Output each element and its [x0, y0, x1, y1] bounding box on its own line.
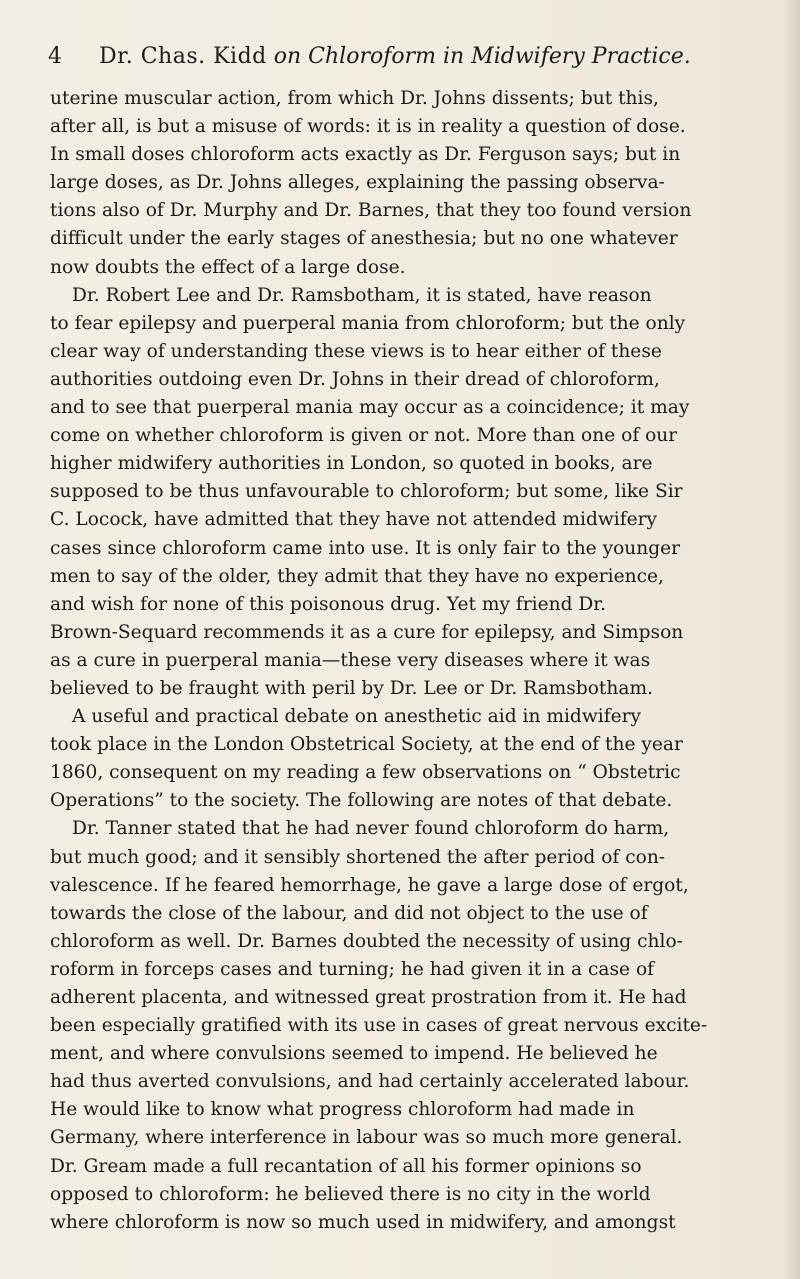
text-line: had thus averted convulsions, and had certainly accelerated labour.	[50, 1071, 690, 1093]
text-line: and to see that puerperal mania may occur as a coincidence; it may	[50, 397, 690, 419]
text-line: come on whether chloroform is given or not. More than one of our	[50, 425, 678, 447]
text-line: men to say of the older, they admit that they have no experience,	[50, 565, 664, 587]
text-line: 1860, consequent on my reading a few observations on “ Obstetric	[50, 762, 681, 784]
running-head-title: on Chloroform in Midwifery Practice.	[273, 44, 691, 69]
text-line: now doubts the effect of a large dose.	[50, 256, 406, 278]
text-line: A useful and practical debate on anesthetic aid in midwifery	[72, 706, 641, 728]
text-line: opposed to chloroform: he believed there is no city in the world	[50, 1183, 651, 1205]
text-line: roform in forceps cases and turning; he had given it in a case of	[50, 958, 655, 980]
page-edge-shadow	[782, 0, 800, 1279]
text-line: after all, is but a misuse of words: it is in reality a question of dose.	[50, 116, 686, 138]
page-number: 4	[48, 44, 62, 69]
text-line: been especially gratified with its use in cases of great nervous excite-	[50, 1015, 708, 1037]
running-head	[48, 40, 768, 74]
text-line: uterine muscular action, from which Dr. Johns dissents; but this,	[50, 88, 659, 109]
text-line: tions also of Dr. Murphy and Dr. Barnes, that they too found version	[50, 200, 692, 222]
text-line: chloroform as well. Dr. Barnes doubted the necessity of using chlo-	[50, 930, 683, 952]
text-line: but much good; and it sensibly shortened the after period of con-	[50, 846, 666, 868]
text-line: He would like to know what progress chloroform had made in	[50, 1099, 635, 1121]
text-line: where chloroform is now so much used in midwifery, and amongst	[50, 1211, 676, 1233]
text-line: C. Locock, have admitted that they have not attended midwifery	[50, 509, 658, 531]
text-line: took place in the London Obstetrical Society, at the end of the year	[50, 734, 683, 756]
text-line: ment, and where convulsions seemed to impend. He believed he	[50, 1043, 658, 1065]
text-line: believed to be fraught with peril by Dr. Lee or Dr. Ramsbotham.	[50, 677, 654, 699]
text-line: and wish for none of this poisonous drug. Yet my friend Dr.	[50, 593, 607, 615]
text-line: as a cure in puerperal mania—these very diseases where it was	[50, 649, 651, 671]
text-line: Germany, where interference in labour was so much more general.	[50, 1127, 683, 1149]
text-line: cases since chloroform came into use. It is only fair to the younger	[50, 537, 681, 559]
text-line: adherent placenta, and witnessed great prostration from it. He had	[50, 987, 687, 1008]
text-line: difficult under the early stages of anesthesia; but no one whatever	[50, 228, 678, 250]
running-head-author: Dr. Chas. Kidd	[99, 44, 267, 69]
body-text	[50, 85, 768, 1237]
text-line: authorities outdoing even Dr. Johns in their dread of chloroform,	[50, 368, 660, 390]
text-line: Dr. Robert Lee and Dr. Ramsbotham, it is stated, have reason	[72, 284, 652, 306]
text-line: higher midwifery authorities in London, so quoted in books, are	[50, 453, 653, 475]
text-line: Brown-Sequard recommends it as a cure for epilepsy, and Simpson	[50, 621, 684, 643]
text-line: large doses, as Dr. Johns alleges, explaining the passing observa-	[50, 172, 665, 194]
text-line: In small doses chloroform acts exactly as Dr. Ferguson says; but in	[50, 144, 681, 166]
text-line: Dr. Gream made a full recantation of all his former opinions so	[50, 1155, 642, 1177]
text-line: supposed to be thus unfavourable to chloroform; but some, like Sir	[50, 481, 683, 503]
text-line: towards the close of the labour, and did not object to the use of	[50, 902, 648, 924]
text-line: valescence. If he feared hemorrhage, he gave a large dose of ergot,	[50, 874, 689, 896]
text-line: Dr. Tanner stated that he had never found chloroform do harm,	[72, 818, 670, 840]
text-line: Operations” to the society. The following are notes of that debate.	[50, 790, 673, 812]
text-line: to fear epilepsy and puerperal mania from chloroform; but the only	[50, 312, 686, 334]
text-line: clear way of understanding these views is to hear either of these	[50, 340, 662, 362]
